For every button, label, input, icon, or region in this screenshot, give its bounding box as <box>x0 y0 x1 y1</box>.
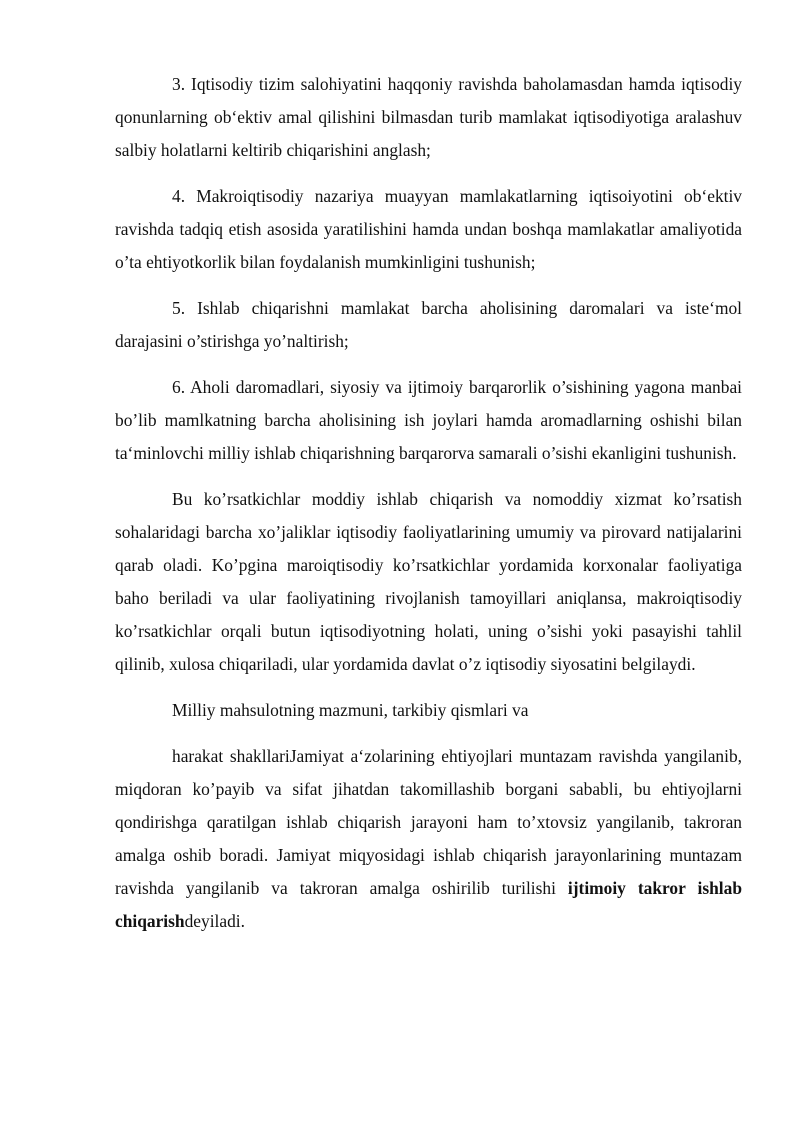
paragraph-indicators: Bu ko’rsatkichlar moddiy ishlab chiqarish va nomoddiy xizmat ko’rsatish sohalaridagi barcha xo’jaliklar iqtisodiy faoliyatlarining umumiy va pirovard natijalarini qarab oladi. Ko’pgina maroiqtisodiy ko’rsatkichlar yordamida korxonalar faoliyatiga baho beriladi va ular faoliyatining rivojlanish tamoyillari aniqlansa, makroiqtisodiy ko’rsatkichlar orqali butun iqtisodiyotning holati, uning o’sishi yoki pasayishi tahlil qilinib, xulosa chiqariladi, ular yordamida davlat o’z iqtisodiy siyosatini belgilaydi. <box>115 489 742 674</box>
paragraph-item-4: 4. Makroiqtisodiy nazariya muayyan mamlakatlarning iqtisoiyotini ob‘ektiv ravishda tadqiq etish asosida yaratilishini hamda undan boshqa mamlakatlar amaliyotida o’ta ehtiyotkorlik bilan foydalanish mumkinligini tushunish; <box>115 186 742 272</box>
paragraph-item-6: 6. Aholi daromadlari, siyosiy va ijtimoiy barqarorlik o’sishining yagona manbai bo’lib mamlkatning barcha aholisining ish joylari hamda aromadlarning oshishi bilan ta‘minlovchi milliy ishlab chiqarishning barqarorva samarali o’sishi ekanligini tushunish. <box>115 377 742 463</box>
paragraph-reproduction-ending: deyiladi. <box>184 911 245 931</box>
bold-term: ijtimoiy takror ishlab chiqarish <box>115 878 742 931</box>
paragraph-item-3: 3. Iqtisodiy tizim salohiyatini haqqoniy ravishda baholamasdan hamda iqtisodiy qonunlarning ob‘ektiv amal qilishini bilmasdan turib mamlakat iqtisodiyotiga aralashuv salbiy holatlarni keltirib chiqarishini anglash; <box>115 74 742 160</box>
paragraph-reproduction-text: harakat shakllariJamiyat a‘zolarining ehtiyojlari muntazam ravishda yangilanib, miqdoran ko’payib va sifat jihatdan takomillashib borgani sababli, bu ehtiyojlarni qondirishga qaratilgan ishlab chiqarish jarayoni ham to’xtovsiz yangilanib, takroran amalga oshib boradi. Jamiyat miqyosidagi ishlab chiqarish jarayonlarining muntazam ravishda yangilanib va takroran amalga oshirilib turilishi <box>115 746 742 898</box>
paragraph-reproduction <box>115 740 742 938</box>
paragraph-item-5: 5. Ishlab chiqarishni mamlakat barcha aholisining daromalari va iste‘mol darajasini o’stirishga yo’naltirish; <box>115 298 742 351</box>
document-page <box>115 68 742 951</box>
section-heading-line: Milliy mahsulotning mazmuni, tarkibiy qismlari va <box>172 700 529 720</box>
